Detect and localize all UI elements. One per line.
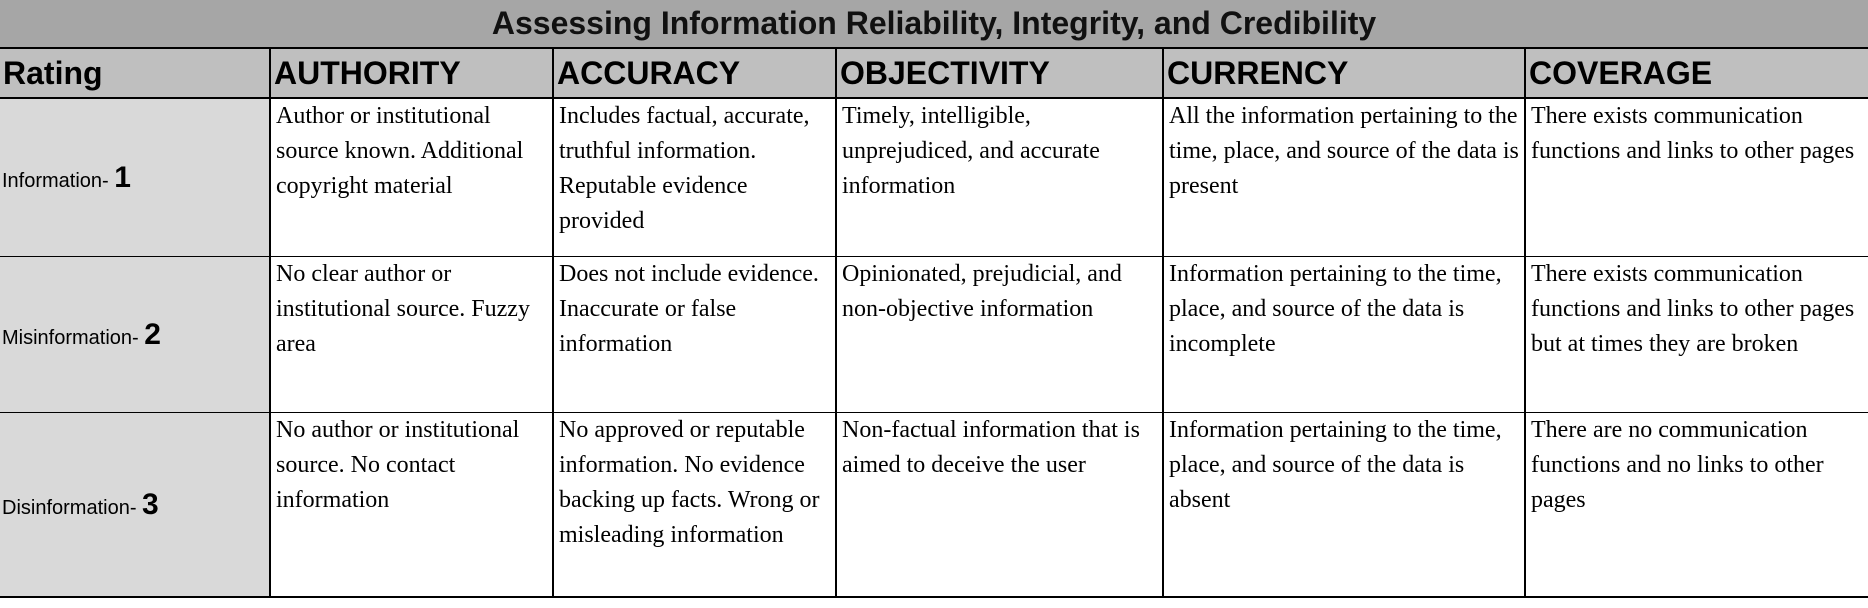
header-currency: CURRENCY — [1163, 48, 1525, 98]
objectivity-cell: Non-factual information that is aimed to deceive the user — [836, 413, 1163, 598]
header-coverage: COVERAGE — [1525, 48, 1868, 98]
currency-cell: Information pertaining to the time, place, and source of the data is incomplete — [1163, 257, 1525, 413]
authority-cell: No author or institutional source. No contact information — [270, 413, 553, 598]
rating-cell — [0, 413, 270, 598]
table-row — [0, 257, 1868, 413]
rating-number: 3 — [142, 487, 159, 521]
coverage-cell: There exists communication functions and links to other pages — [1525, 98, 1868, 257]
currency-cell: All the information pertaining to the time, place, and source of the data is present — [1163, 98, 1525, 257]
table-row — [0, 413, 1868, 598]
authority-cell: Author or institutional source known. Additional copyright material — [270, 98, 553, 257]
header-accuracy: ACCURACY — [553, 48, 836, 98]
header-row — [0, 48, 1868, 98]
table-title: Assessing Information Reliability, Integrity, and Credibility — [0, 0, 1868, 48]
coverage-cell: There are no communication functions and no links to other pages — [1525, 413, 1868, 598]
rating-cell — [0, 257, 270, 413]
accuracy-cell: Does not include evidence. Inaccurate or false information — [553, 257, 836, 413]
rating-label: Misinformation- — [2, 326, 145, 349]
header-rating: Rating — [0, 48, 270, 98]
objectivity-cell: Opinionated, prejudicial, and non-objective information — [836, 257, 1163, 413]
rating-label: Information- — [2, 169, 115, 192]
rating-cell — [0, 98, 270, 257]
rating-number: 2 — [144, 317, 161, 351]
accuracy-cell: Includes factual, accurate, truthful information. Reputable evidence provided — [553, 98, 836, 257]
header-authority: AUTHORITY — [270, 48, 553, 98]
objectivity-cell: Timely, intelligible, unprejudiced, and accurate information — [836, 98, 1163, 257]
header-objectivity: OBJECTIVITY — [836, 48, 1163, 98]
table-row — [0, 98, 1868, 257]
rating-label: Disinformation- — [2, 496, 143, 519]
authority-cell: No clear author or institutional source. Fuzzy area — [270, 257, 553, 413]
currency-cell: Information pertaining to the time, place, and source of the data is absent — [1163, 413, 1525, 598]
title-row — [0, 0, 1868, 48]
rating-number: 1 — [114, 160, 131, 194]
coverage-cell: There exists communication functions and links to other pages but at times they are broken — [1525, 257, 1868, 413]
accuracy-cell: No approved or reputable information. No evidence backing up facts. Wrong or misleading information — [553, 413, 836, 598]
